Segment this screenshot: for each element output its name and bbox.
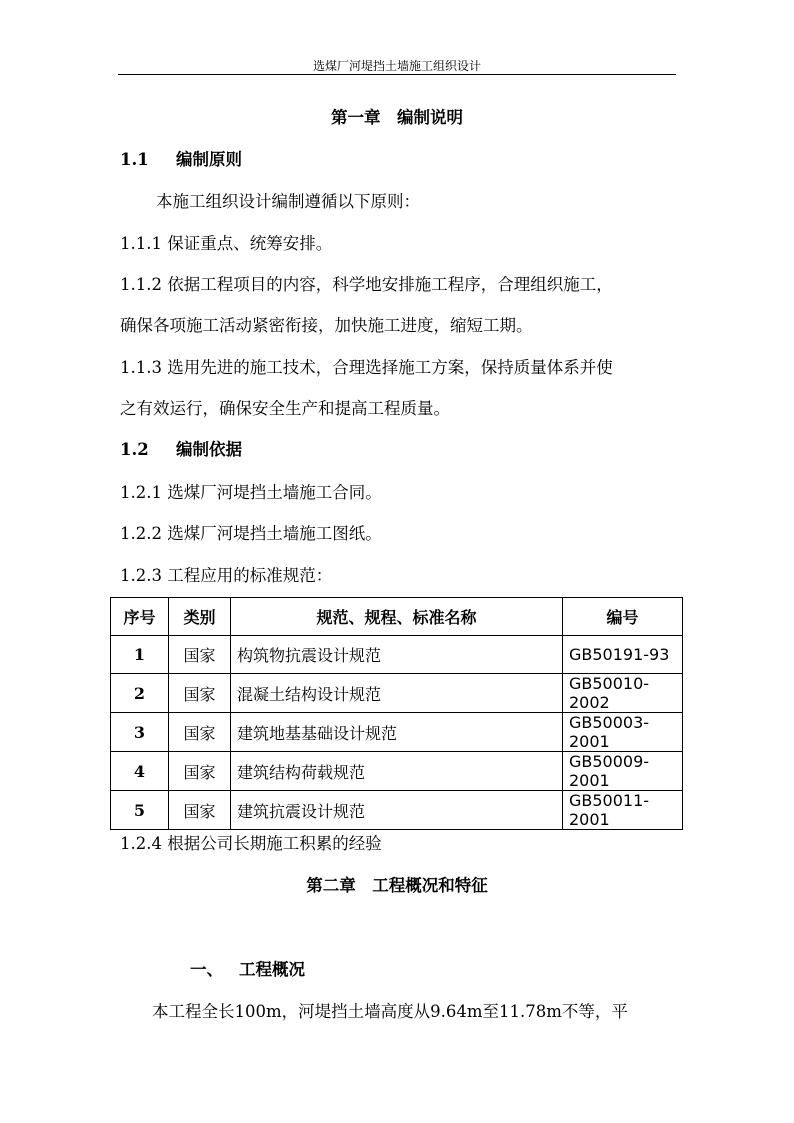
cell-name: 混凝土结构设计规范	[231, 674, 563, 713]
table-header-row	[111, 598, 683, 636]
table-row	[111, 636, 683, 674]
table-row	[111, 713, 683, 752]
section-one-heading	[190, 960, 305, 980]
cell-name: 建筑地基基础设计规范	[231, 713, 563, 752]
item-1-2-1: 1.2.1 选煤厂河堤挡土墙施工合同。	[120, 483, 382, 502]
item-1-2-3: 1.2.3 工程应用的标准规范：	[120, 566, 333, 585]
item-1-1-2-line2: 确保各项施工活动紧密衔接，加快施工进度，缩短工期。	[120, 316, 533, 335]
cell-no: 5	[111, 791, 169, 830]
cell-no: 4	[111, 752, 169, 791]
standards-table	[110, 597, 683, 830]
cell-type: 国家	[169, 636, 231, 674]
cell-code: GB50010-2002	[563, 674, 683, 713]
section-title: 编制依据	[176, 440, 242, 459]
cell-type: 国家	[169, 674, 231, 713]
column-header-no: 序号	[111, 598, 169, 636]
cell-code: GB50191-93	[563, 636, 683, 674]
column-header-code: 编号	[563, 598, 683, 636]
section-1-2-heading	[120, 440, 242, 460]
table-row	[111, 752, 683, 791]
cell-code: GB50003-2001	[563, 713, 683, 752]
cell-code: GB50009-2001	[563, 752, 683, 791]
cell-code: GB50011-2001	[563, 791, 683, 830]
table-row	[111, 674, 683, 713]
section-number: 1.1	[120, 150, 149, 169]
body-paragraph: 本工程全长100m，河堤挡土墙高度从9.64m至11.78m不等，平	[152, 1002, 628, 1021]
cell-no: 3	[111, 713, 169, 752]
cell-type: 国家	[169, 791, 231, 830]
cell-type: 国家	[169, 713, 231, 752]
chapter-1-title: 第一章 编制说明	[331, 108, 463, 127]
table-row	[111, 791, 683, 830]
intro-paragraph: 本施工组织设计编制遵循以下原则：	[156, 192, 420, 211]
cell-name: 建筑抗震设计规范	[231, 791, 563, 830]
cell-name: 建筑结构荷载规范	[231, 752, 563, 791]
item-1-1-2-line1: 1.1.2 依据工程项目的内容，科学地安排施工程序，合理组织施工，	[120, 275, 613, 294]
item-1-2-4: 1.2.4 根据公司长期施工积累的经验	[120, 834, 382, 853]
section-title: 工程概况	[239, 960, 305, 979]
chapter-2-title: 第二章 工程概况和特征	[306, 876, 488, 895]
item-1-1-3-line1: 1.1.3 选用先进的施工技术，合理选择施工方案，保持质量体系并使	[120, 358, 613, 377]
cell-no: 1	[111, 636, 169, 674]
column-header-name: 规范、规程、标准名称	[231, 598, 563, 636]
header-divider	[118, 74, 676, 75]
item-1-2-2: 1.2.2 选煤厂河堤挡土墙施工图纸。	[120, 524, 382, 543]
page-header-title: 选煤厂河堤挡土墙施工组织设计	[312, 59, 481, 73]
item-1-1-3-line2: 之有效运行，确保安全生产和提高工程质量。	[120, 399, 450, 418]
section-1-1-heading	[120, 150, 242, 170]
cell-name: 构筑物抗震设计规范	[231, 636, 563, 674]
section-title: 编制原则	[176, 150, 242, 169]
cell-no: 2	[111, 674, 169, 713]
section-number: 1.2	[120, 440, 149, 459]
column-header-type: 类别	[169, 598, 231, 636]
item-1-1-1: 1.1.1 保证重点、统筹安排。	[120, 234, 333, 253]
section-number: 一、	[190, 960, 223, 979]
cell-type: 国家	[169, 752, 231, 791]
